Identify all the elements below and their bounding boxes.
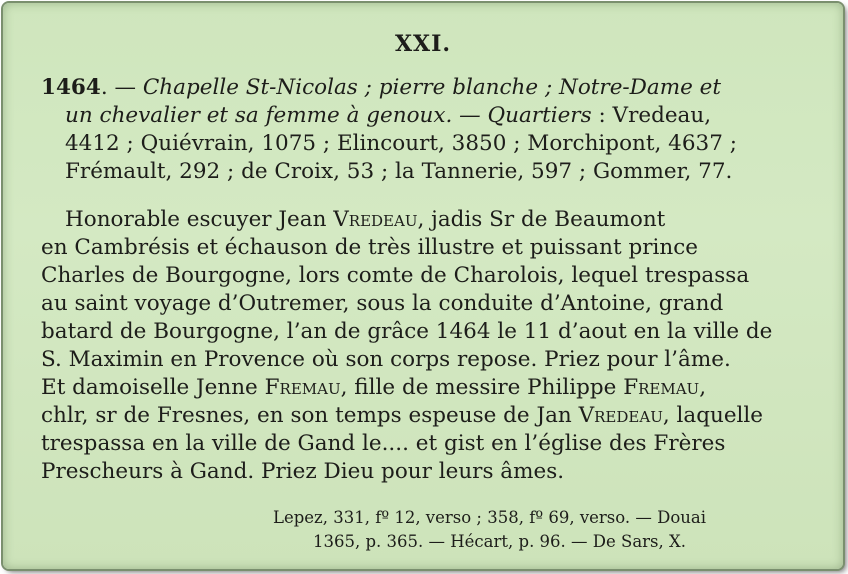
reference-line: Lepez, 331, fº 12, verso ; 358, fº 69, verso. — Douai <box>273 508 707 527</box>
entry-line-4: Frémault, 292 ; de Croix, 53 ; la Tannerie, 597 ; Gommer, 77. <box>65 159 733 184</box>
body-line: chlr, sr de Fresnes, en son temps espeuse de Jan Vredeau, laquelle <box>41 403 764 428</box>
name-fremau: Fremau <box>264 375 341 400</box>
entry-line-3: 4412 ; Quiévrain, 1075 ; Elincourt, 3850 ; Morchipont, 4637 ; <box>65 131 737 156</box>
body-line: Honorable escuyer Jean Vredeau, jadis Sr de Beaumont <box>65 207 666 232</box>
name-vredeau-2: Vredeau <box>578 403 663 428</box>
entry-line-2 <box>65 103 711 129</box>
entry-line-1 <box>41 75 721 101</box>
page-frame <box>3 3 843 569</box>
body-line: en Cambrésis et échauson de très illustre et puissant prince <box>41 235 698 260</box>
body-line: Et damoiselle Jenne Fremau, fille de messire Philippe Fremau, <box>41 375 707 400</box>
entry-description-cont: un chevalier et sa femme à genoux. — Quartiers <box>65 103 592 128</box>
entry-description: Chapelle St-Nicolas ; pierre blanche ; Notre-Dame et <box>142 75 722 100</box>
entry-quartiers-first: : Vredeau, <box>591 103 712 128</box>
body-line: batard de Bourgogne, l’an de grâce 1464 le 11 d’aout en la ville de <box>41 319 773 344</box>
body-line: trespassa en la ville de Gand le.... et gist en l’église des Frères <box>41 431 726 456</box>
body-line: Prescheurs à Gand. Priez Dieu pour leurs âmes. <box>41 459 565 484</box>
name-vredeau: Vredeau <box>333 207 418 232</box>
chapter-heading: XXI. <box>394 31 452 57</box>
entry-year: 1464 <box>41 75 101 100</box>
body-line: S. Maximin en Provence où son corps repose. Priez pour l’âme. <box>41 347 731 372</box>
body-line: Charles de Bourgogne, lors comte de Charolois, lequel trespassa <box>41 263 750 288</box>
entry-dash: . — <box>100 75 143 100</box>
name-fremau-2: Fremau <box>623 375 700 400</box>
reference-line: 1365, p. 365. — Hécart, p. 96. — De Sars, X. <box>313 532 686 551</box>
body-line: au saint voyage d’Outremer, sous la conduite d’Antoine, grand <box>41 291 724 316</box>
document-page <box>3 3 843 569</box>
